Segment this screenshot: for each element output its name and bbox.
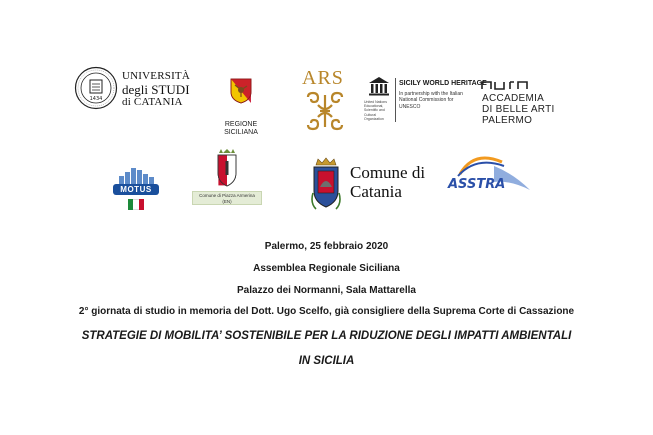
- unict-line3: di CATANIA: [122, 96, 183, 108]
- piazza-crest-icon: [215, 149, 239, 189]
- unesco-divider: [395, 78, 396, 122]
- event-assembly: Assemblea Regionale Siciliana: [253, 263, 400, 274]
- comune-di-catania-logo: [310, 157, 426, 213]
- accademia-line3: PALERMO: [482, 115, 533, 126]
- accademia-line1: ACCADEMIA: [482, 93, 545, 104]
- piazza-caption-province: (EN): [222, 199, 232, 204]
- accademia-line2: DI BELLE ARTI: [482, 104, 555, 115]
- svg-text:1434: 1434: [89, 96, 103, 102]
- asstra-label: ASSTRA: [448, 177, 506, 192]
- motus-label: MOTUS: [113, 184, 159, 195]
- buildings-icon: [117, 167, 157, 185]
- university-of-catania-logo: [74, 66, 194, 116]
- ars-logo: [300, 67, 352, 133]
- event-venue: Palazzo dei Normanni, Sala Mattarella: [237, 285, 416, 296]
- unesco-partnership: In partnership with the Italian National Commission for UNESCO: [399, 91, 463, 110]
- university-seal-icon: [74, 66, 118, 110]
- unesco-sicily-world-heritage-logo: [364, 74, 487, 124]
- unict-line1: UNIVERSITÀ: [122, 70, 190, 82]
- catania-line2: Catania: [350, 182, 402, 201]
- unesco-subtitle: United Nations Educational, Scientific and Cultural Organization: [364, 100, 387, 121]
- piazza-caption: Comune di Piazza Armerina: [199, 193, 255, 198]
- regione-label: REGIONE SICILIANA: [224, 121, 258, 136]
- catania-line1: Comune di: [350, 163, 426, 182]
- accademia-mark-icon: [480, 80, 530, 90]
- accademia-belle-arti-logo: [480, 80, 590, 124]
- ars-ornament-icon: [304, 91, 346, 131]
- regione-siciliana-logo: [210, 78, 272, 136]
- piazza-armerina-logo: [192, 149, 262, 205]
- event-occasion: 2° giornata di studio in memoria del Dott. Ugo Scelfo, già consigliere della Suprema Corte di Cassazione: [78, 306, 575, 317]
- asstra-swoosh-icon: [440, 152, 536, 198]
- asstra-logo: [440, 152, 536, 198]
- italian-flag-icon: [128, 199, 144, 210]
- catania-crest-icon: [310, 157, 342, 211]
- piazza-caption-band: [192, 191, 262, 205]
- ars-word: ARS: [302, 67, 344, 89]
- unesco-heading: SICILY WORLD HERITAGE: [399, 80, 487, 87]
- event-title-line2: IN SICILIA: [298, 355, 355, 367]
- event-title-line1: STRATEGIE DI MOBILITA’ SOSTENIBILE PER LA RIDUZIONE DEGLI IMPATTI AMBIENTALI: [81, 330, 572, 342]
- trinacria-shield-icon: [230, 78, 252, 104]
- motus-logo: [113, 167, 161, 215]
- unesco-temple-icon: [368, 76, 390, 96]
- unict-line2: degli STUDI: [122, 82, 190, 97]
- event-date: Palermo, 25 febbraio 2020: [264, 241, 389, 252]
